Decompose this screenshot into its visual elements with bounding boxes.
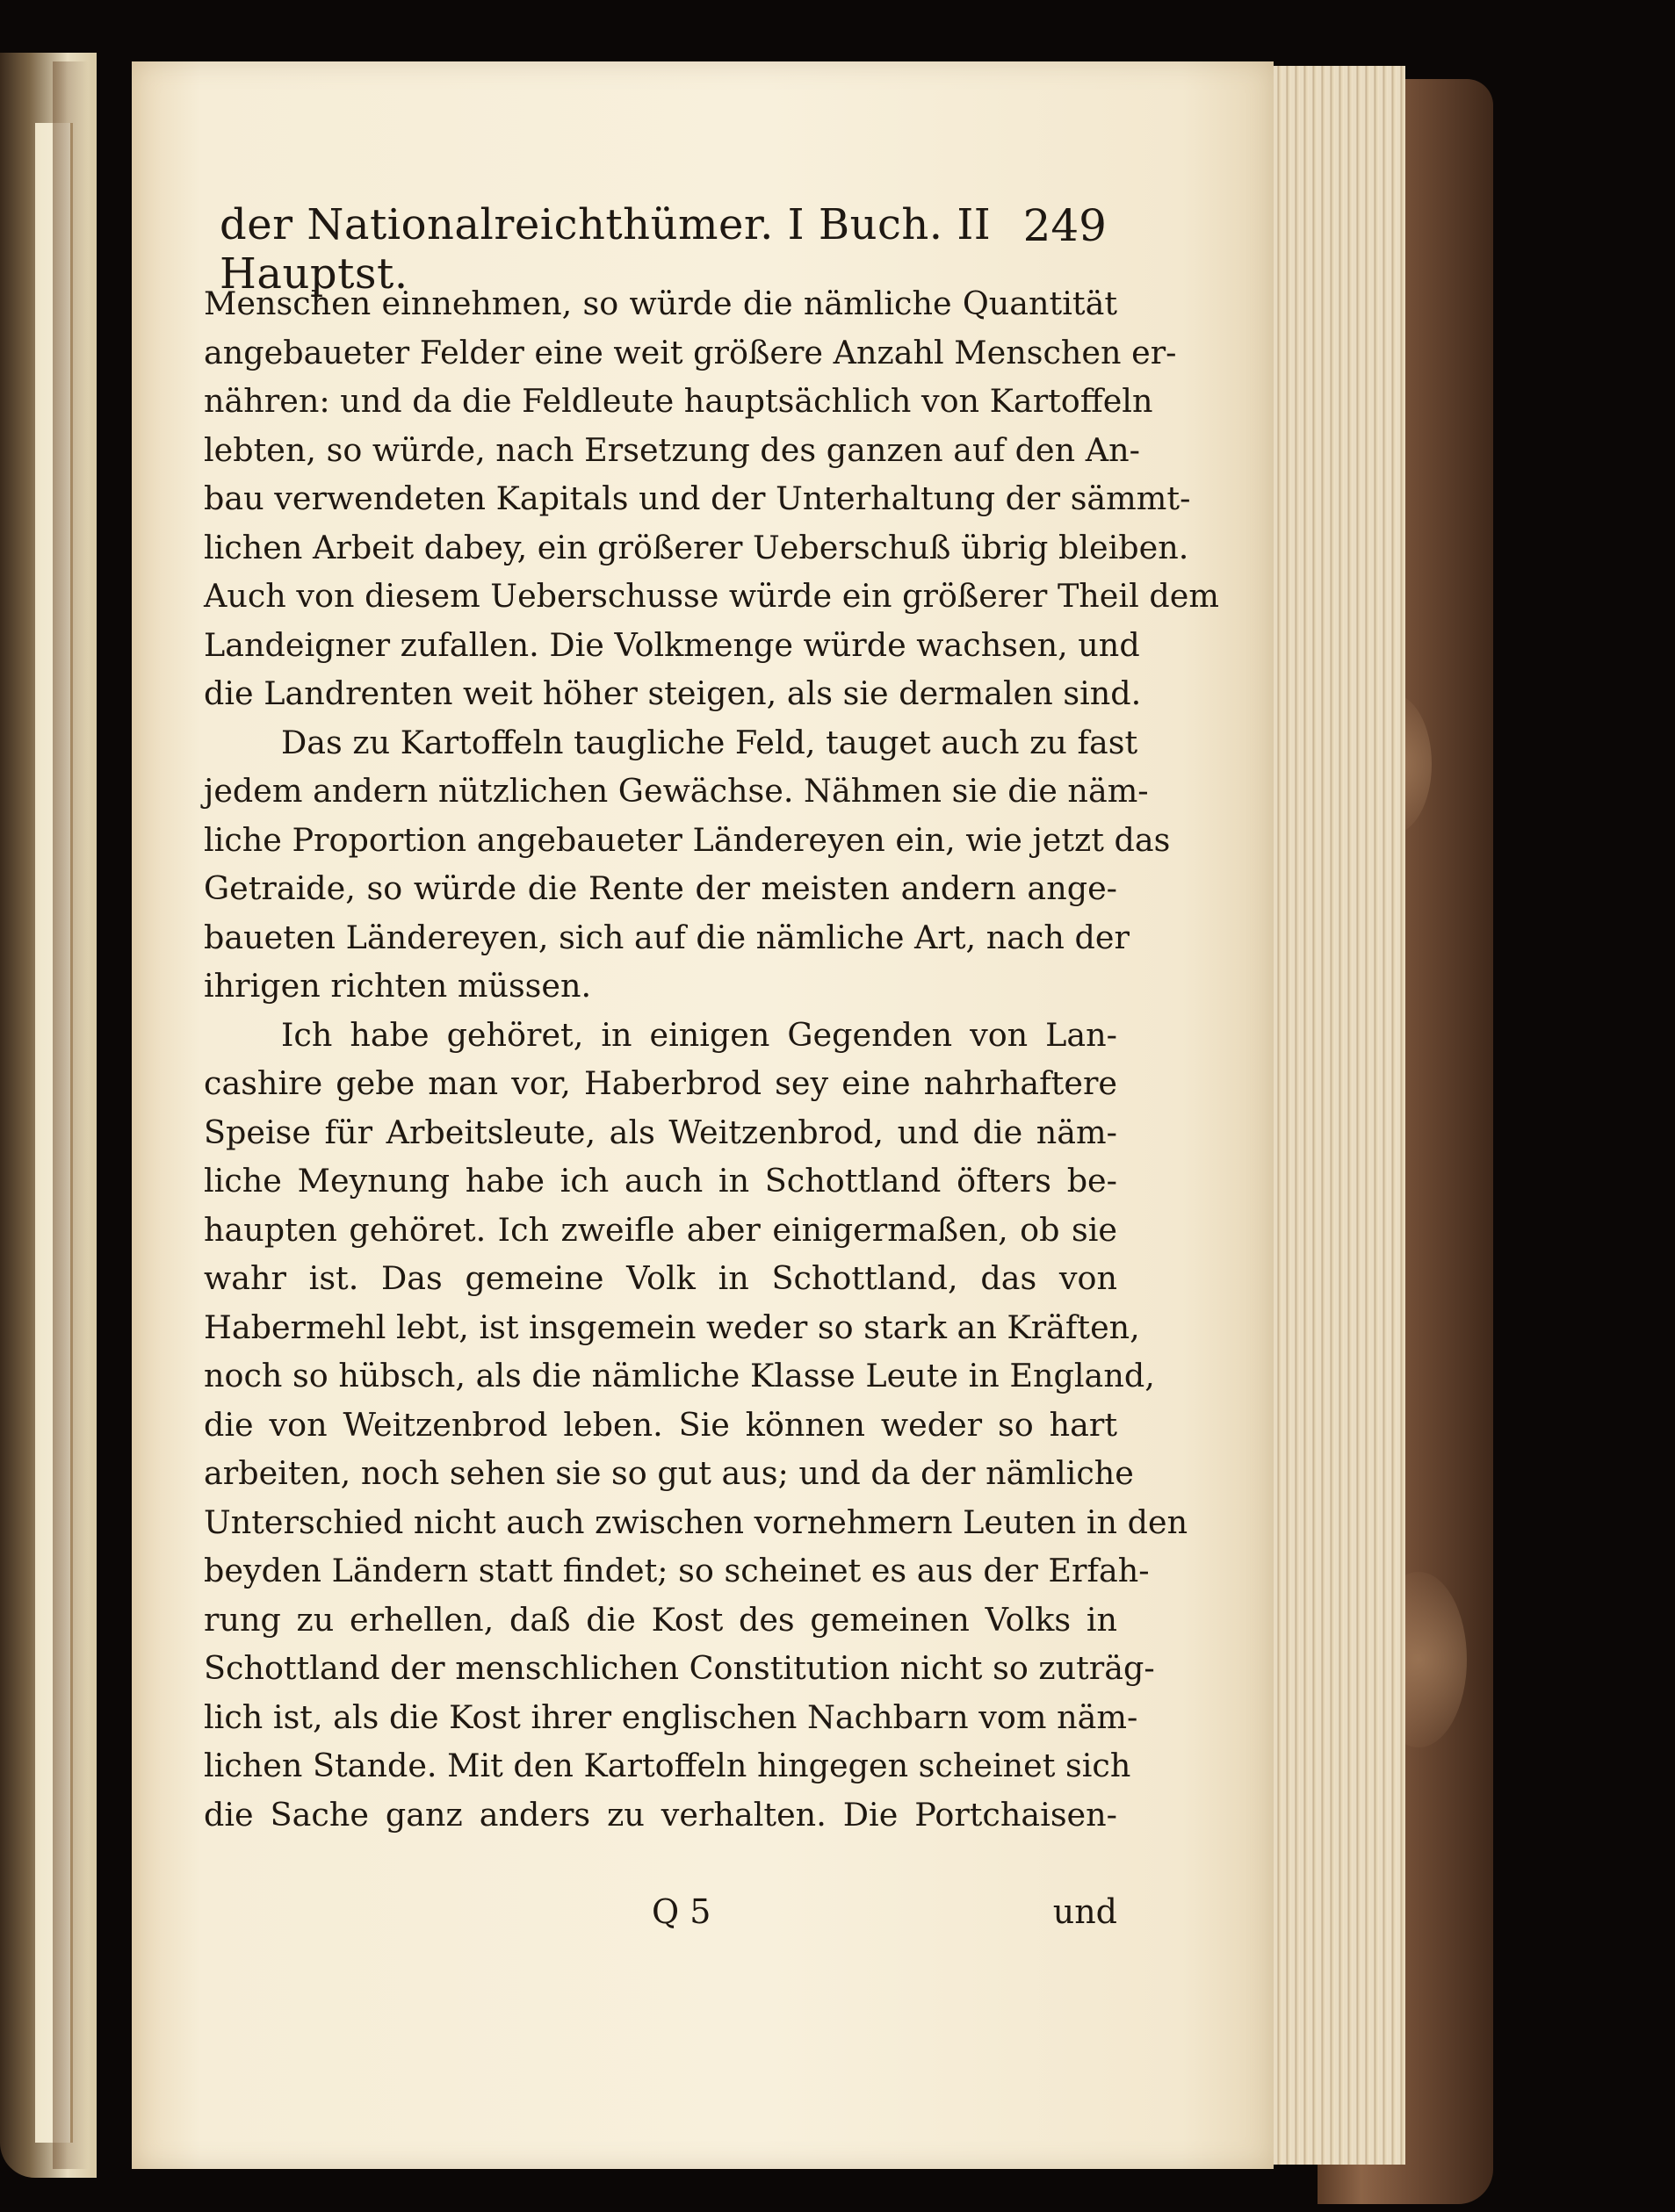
page-footer — [204, 1892, 1117, 1945]
text-line: jedem andern nützlichen Gewächse. Nähmen sie die näm- — [204, 772, 1149, 810]
text-line: baueten Ländereyen, sich auf die nämliche Art, nach der — [204, 918, 1130, 956]
text-line: Das zu Kartoffeln taugliche Feld, tauget auch zu fast — [281, 723, 1138, 761]
text-line: lich ist, als die Kost ihrer englischen Nachbarn vom näm- — [204, 1697, 1138, 1736]
page-stack-edges — [1256, 66, 1405, 2165]
page-header — [220, 200, 1107, 299]
text-line: die Sache ganz anders zu verhalten. Die Portchaisen- — [204, 1795, 1117, 1834]
signature-mark: Q 5 — [652, 1892, 711, 1931]
body-text — [204, 279, 1219, 1839]
text-line: lichen Arbeit dabey, ein größerer Ueberschuß übrig bleiben. — [204, 528, 1189, 566]
text-line: Habermehl lebt, ist insgemein weder so stark an Kräften, — [204, 1308, 1140, 1346]
text-line: lichen Stande. Mit den Kartoffeln hingegen scheinet sich — [204, 1747, 1131, 1784]
text-line: Getraide, so würde die Rente der meisten andern ange- — [204, 869, 1117, 907]
text-line: nähren: und da die Feldleute hauptsächlich von Kartoffeln — [204, 382, 1153, 420]
text-line: Ich habe gehöret, in einigen Gegenden von Lan- — [281, 1015, 1117, 1054]
text-line: lebten, so würde, nach Ersetzung des ganzen auf den An- — [204, 430, 1140, 469]
text-line: Speise für Arbeitsleute, als Weitzenbrod, und die näm- — [204, 1113, 1117, 1151]
text-line: die von Weitzenbrod leben. Sie können weder so hart — [204, 1405, 1117, 1444]
text-line: Landeigner zufallen. Die Volkmenge würde wachsen, und — [204, 625, 1140, 664]
text-line: haupten gehöret. Ich zweifle aber einigermaßen, ob sie — [204, 1210, 1117, 1249]
text-line: ihrigen richten müssen. — [204, 967, 592, 1005]
text-line: bau verwendeten Kapitals und der Unterhaltung der sämmt- — [204, 479, 1191, 517]
text-line: noch so hübsch, als die nämliche Klasse Leute in England, — [204, 1357, 1155, 1394]
text-line: Auch von diesem Ueberschusse würde ein größerer Theil dem — [204, 577, 1219, 615]
text-line: rung zu erhellen, daß die Kost des gemeinen Volks in — [204, 1600, 1117, 1639]
text-line: beyden Ländern statt findet; so scheinet es aus der Erfah- — [204, 1552, 1150, 1589]
text-line: liche Meynung habe ich auch in Schottland öfters be- — [204, 1162, 1117, 1200]
running-title: der Nationalreichthümer. I Buch. II Hauptst. — [220, 200, 992, 299]
text-line: Menschen einnehmen, so würde die nämliche Quantität — [204, 285, 1117, 322]
text-line: cashire gebe man vor, Haberbrod sey eine nahrhaftere — [204, 1064, 1117, 1102]
text-line: Schottland der menschlichen Constitution nicht so zuträg- — [204, 1649, 1155, 1687]
text-line: Unterschied nicht auch zwischen vornehmern Leuten in den — [204, 1502, 1188, 1541]
page-number: 249 — [1022, 200, 1107, 251]
text-line: liche Proportion angebaueter Ländereyen ein, wie jetzt das — [204, 820, 1171, 859]
text-line: wahr ist. Das gemeine Volk in Schottland, das von — [204, 1259, 1117, 1297]
text-line: angebaueter Felder eine weit größere Anzahl Menschen er- — [204, 333, 1177, 371]
book-gutter-shadow — [53, 61, 88, 2169]
text-line: die Landrenten weit höher steigen, als sie dermalen sind. — [204, 674, 1142, 712]
text-line: arbeiten, noch sehen sie so gut aus; und da der nämliche — [204, 1454, 1134, 1492]
catchword: und — [1052, 1892, 1117, 1931]
